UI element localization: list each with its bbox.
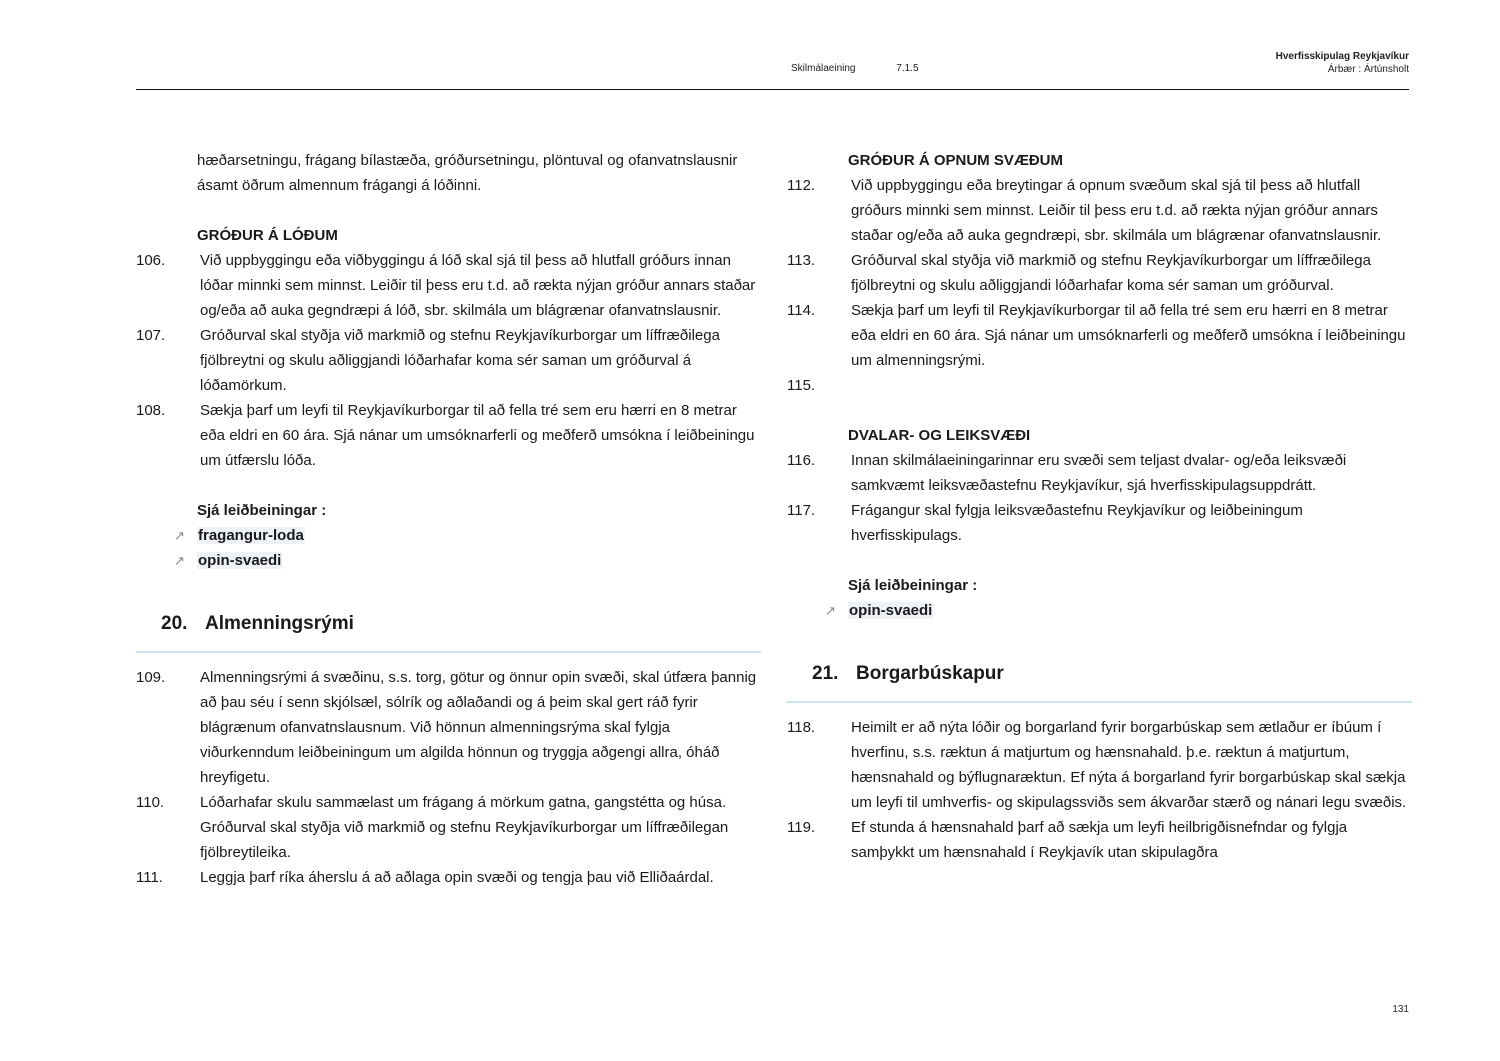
item-text: Almenningsrými á svæðinu, s.s. torg, götur og önnur opin svæði, skal útfæra þannig að þau séu í senn skjólsæl, sólrík og aðlaðandi og á þeim skal gert ráð fyrir blágrænum ofanvatnslausnum. Við hönnun almenningsrýma skal fylgja viðurkenndum leiðbeiningum um algilda hönnun og tryggja aðgengi allra, óháð hreyfigetu. [200, 669, 757, 786]
list-item [136, 398, 761, 473]
list-item [787, 373, 1412, 398]
list-item [787, 815, 1412, 865]
doc-subtitle: Árbær : Ártúnsholt [1327, 64, 1409, 75]
list-item [136, 323, 761, 398]
list-item [136, 865, 761, 890]
intro-paragraph: hæðarsetningu, frágang bílastæða, gróðursetningu, plöntuval og ofanvatnslausnir ásamt öðrum almennum frágangi á lóðinni. [197, 152, 738, 194]
item-number: 116. [787, 452, 816, 469]
item-text: Við uppbyggingu eða breytingar á opnum svæðum skal sjá til þess að hlutfall gróðurs minnki sem minnst. Leiðir til þess eru t.d. að rækta nýjan gróður annars staðar og/eða að auka gegndræpi, sbr. skilmála um blágrænar ofanvatnslausnir. [851, 177, 1382, 244]
item-text: Frágangur skal fylgja leiksvæðastefnu Reykjavíkur og leiðbeiningum hverfisskipulags. [851, 502, 1303, 544]
item-number: 107. [136, 327, 166, 344]
item-number: 109. [136, 669, 166, 686]
header-divider [136, 89, 1409, 90]
list-item [787, 498, 1412, 548]
list-item [787, 173, 1412, 248]
item-number: 119. [787, 819, 816, 836]
see-guidelines-label: Sjá leiðbeiningar : [848, 577, 978, 594]
left-column [136, 148, 761, 890]
item-text: Við uppbyggingu eða viðbyggingu á lóð skal sjá til þess að hlutfall gróðurs innan lóðar minnki sem minnst. Leiðir til þess eru t.d. að rækta nýjan gróður annars staðar og/eða að auka gegndræpi á lóð, sbr. skilmála um blágrænar ofanvatnslausnir. [200, 252, 756, 319]
see-guidelines-label: Sjá leiðbeiningar : [197, 502, 327, 519]
section-number: 20. [161, 613, 188, 634]
item-number: 106. [136, 252, 166, 269]
item-number: 111. [136, 869, 163, 886]
subheading-grodur-a-opnum-svaedum: GRÓÐUR Á OPNUM SVÆÐUM [848, 152, 1064, 169]
section-number: 21. [812, 663, 839, 684]
section-title: Almenningsrými [205, 613, 354, 634]
header-section-number: 7.1.5 [896, 63, 919, 74]
list-item [787, 298, 1412, 373]
item-text: Leggja þarf ríka áherslu á að aðlaga opin svæði og tengja þau við Elliðaárdal. [200, 869, 714, 886]
item-number: 110. [136, 794, 165, 811]
list-item [136, 790, 761, 865]
list-item [136, 248, 761, 323]
subheading-dvalar-og-leiksvaedi: DVALAR- OG LEIKSVÆÐI [848, 427, 1031, 444]
doc-title: Hverfisskipulag Reykjavíkur [1275, 51, 1409, 62]
page-number: 131 [1392, 1004, 1409, 1015]
section-divider [136, 651, 761, 653]
arrow-up-right-icon: ↗ [174, 528, 185, 543]
section-divider [787, 701, 1412, 703]
item-text: Sækja þarf um leyfi til Reykjavíkurborgar til að fella tré sem eru hærri en 8 metrar eða eldri en 60 ára. Sjá nánar um umsóknarferli og meðferð umsókna í leiðbeiningu um almenningsrými. [851, 302, 1406, 369]
arrow-up-right-icon: ↗ [825, 603, 836, 618]
arrow-up-right-icon: ↗ [174, 553, 185, 568]
item-number: 108. [136, 402, 166, 419]
right-column [787, 148, 1412, 865]
list-item [787, 715, 1412, 815]
list-item [787, 448, 1412, 498]
guideline-link-opin-svaedi[interactable] [787, 598, 1412, 623]
item-text: Gróðurval skal styðja við markmið og stefnu Reykjavíkurborgar um líffræðilega fjölbreytni og skulu aðliggjandi lóðarhafar koma sér saman um gróðurval. [851, 252, 1371, 294]
item-text: Lóðarhafar skulu sammælast um frágang á mörkum gatna, gangstétta og húsa. Gróðurval skal styðja við markmið og stefnu Reykjavíkurborgar um líffræðilegan fjölbreytileika. [200, 794, 729, 861]
subheading-grodur-a-lodum: GRÓÐUR Á LÓÐUM [197, 227, 338, 244]
item-text: Heimilt er að nýta lóðir og borgarland fyrir borgarbúskap sem ætlaður er íbúum í hverfinu, s.s. ræktun á matjurtum og hænsnahald. þ.e. ræktun á matjurtum, hænsnahald og býflugnaræktun. Ef nýta á borgarland fyrir borgarbúskap skal sækja um leyfi til umhverfis- og skipulagssviðs sem ákvarðar stærð og nánari legu svæðis. [851, 719, 1407, 811]
header-section-label: Skilmálaeining [791, 63, 856, 74]
section-heading-borgarbuskapur [787, 661, 1412, 686]
item-text: Ef stunda á hænsnahald þarf að sækja um leyfi heilbrigðisnefndar og fylgja samþykkt um hænsnahald í Reykjavík utan skipulagðra [851, 819, 1348, 861]
list-item [136, 665, 761, 790]
section-title: Borgarbúskapur [856, 663, 1004, 684]
header-section-info [791, 63, 919, 74]
item-number: 117. [787, 502, 816, 519]
header-doc-info [1276, 50, 1409, 76]
section-heading-almenningsrymi [136, 611, 761, 636]
link-label[interactable]: opin-svaedi [849, 602, 933, 619]
link-label[interactable]: fragangur-loda [198, 527, 304, 544]
item-number: 113. [787, 252, 816, 269]
guideline-link-fragangur-loda[interactable] [136, 523, 761, 548]
item-number: 118. [787, 719, 816, 736]
item-number: 115. [787, 377, 816, 394]
item-text: Sækja þarf um leyfi til Reykjavíkurborgar til að fella tré sem eru hærri en 8 metrar eða eldri en 60 ára. Sjá nánar um umsóknarferli og meðferð umsókna í leiðbeiningu um útfærslu lóða. [200, 402, 755, 469]
item-number: 114. [787, 302, 816, 319]
guideline-link-opin-svaedi[interactable] [136, 548, 761, 573]
link-label[interactable]: opin-svaedi [198, 552, 282, 569]
item-text: Innan skilmálaeiningarinnar eru svæði sem teljast dvalar- og/eða leiksvæði samkvæmt leiksvæðastefnu Reykjavíkur, sjá hverfisskipulagsuppdrátt. [851, 452, 1347, 494]
list-item [787, 248, 1412, 298]
item-number: 112. [787, 177, 816, 194]
item-text: Gróðurval skal styðja við markmið og stefnu Reykjavíkurborgar um líffræðilega fjölbreytni og skulu aðliggjandi lóðarhafar koma sér saman um gróðurval á lóðamörkum. [200, 327, 720, 394]
